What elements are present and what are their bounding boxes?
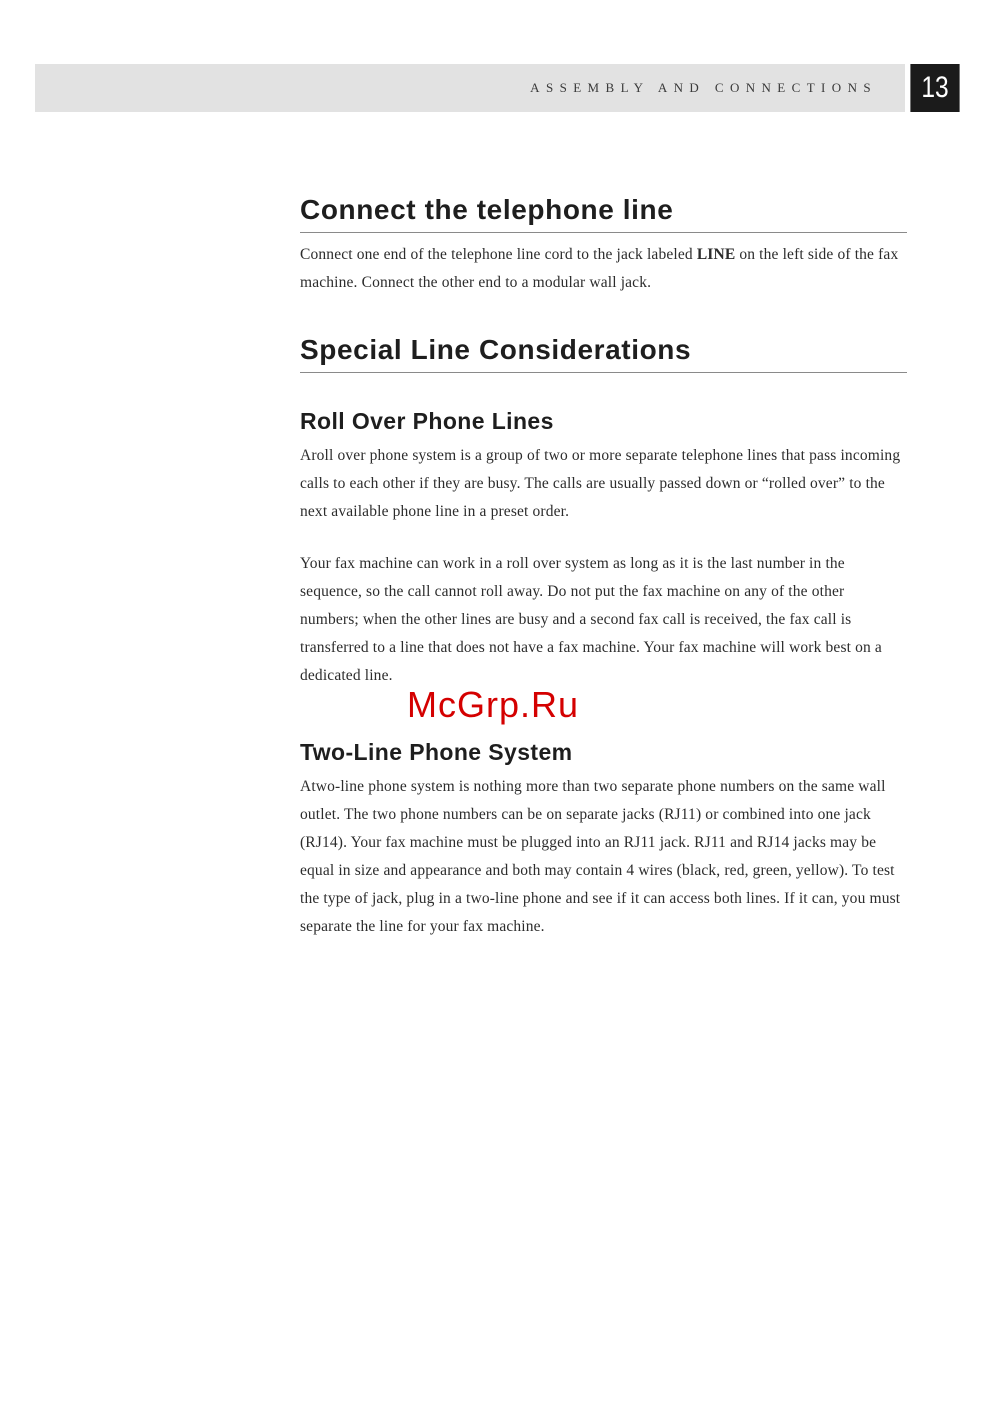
page-content bbox=[300, 190, 907, 941]
heading-connect-telephone-line: Connect the telephone line bbox=[300, 190, 907, 233]
connect-text-after: on the left side of the fax machine. Connect the other end to a modular wall jack. bbox=[300, 246, 899, 291]
line-jack-label: LINE bbox=[696, 246, 736, 263]
paragraph-connect bbox=[300, 241, 907, 297]
paragraph-rollover-1: Aroll over phone system is a group of two or more separate telephone lines that pass incoming calls to each other if they are busy. The calls are usually passed down or “rolled over” to the next available phone line in a preset order. bbox=[300, 447, 901, 520]
watermark: McGrp.Ru bbox=[407, 684, 580, 725]
page-number: 13 bbox=[910, 64, 959, 112]
connect-text-before: Connect one end of the telephone line cord to the jack labeled bbox=[300, 246, 697, 263]
running-header bbox=[35, 64, 905, 112]
section-title: ASSEMBLY AND CONNECTIONS bbox=[530, 80, 877, 95]
heading-two-line-phone-system: Two-Line Phone System bbox=[300, 739, 573, 765]
heading-special-line-considerations: Special Line Considerations bbox=[300, 330, 907, 373]
paragraph-rollover-2: Your fax machine can work in a roll over system as long as it is the last number in the sequence, so the call cannot roll away. Do not put the fax machine on any of the other numbers; when the other lines are busy and a second fax call is received, the fax call is transferred to a line that does not have a fax machine. Your fax machine will work best on a dedicated line. bbox=[300, 555, 882, 684]
paragraph-two-line: Atwo-line phone system is nothing more than two separate phone numbers on the same wall outlet. The two phone numbers can be on separate jacks (RJ11) or combined into one jack (RJ14). Your fax machine must be plugged into an RJ11 jack. RJ11 and RJ14 jacks may be equal in size and appearance and both may contain 4 wires (black, red, green, yellow). To test the type of jack, plug in a two-line phone and see if it can access both lines. If it can, you must separate the line for your fax machine. bbox=[300, 778, 901, 935]
heading-roll-over-phone-lines: Roll Over Phone Lines bbox=[300, 408, 554, 434]
